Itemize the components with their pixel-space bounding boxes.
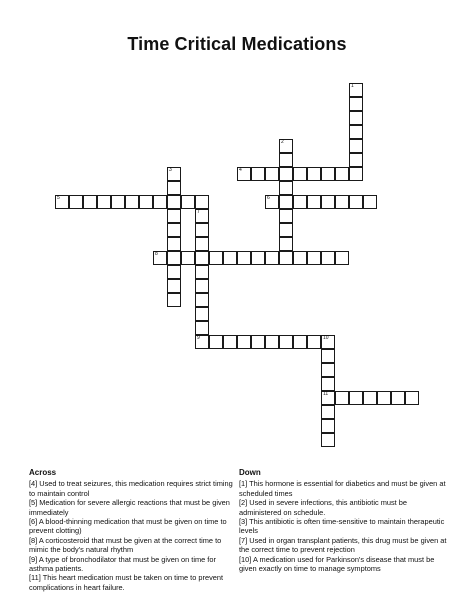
grid-cell[interactable] bbox=[237, 335, 251, 349]
grid-cell[interactable] bbox=[251, 335, 265, 349]
clue-number: 5 bbox=[57, 195, 60, 201]
grid-cell[interactable] bbox=[153, 251, 167, 265]
grid-cell[interactable] bbox=[377, 391, 391, 405]
clue-number: 10 bbox=[323, 335, 329, 341]
clue-number: 7 bbox=[197, 209, 200, 215]
grid-cell[interactable] bbox=[307, 251, 321, 265]
clue-across-11: [11] This heart medication must be taken on time to prevent complications in heart failure. bbox=[29, 573, 224, 592]
grid-cell[interactable] bbox=[195, 251, 209, 265]
clue-number: 6 bbox=[267, 195, 270, 201]
grid-cell[interactable] bbox=[321, 363, 335, 377]
grid-cell[interactable] bbox=[321, 167, 335, 181]
clue-down-2: [2] Used in severe infections, this antibiotic must be administered on schedule. bbox=[239, 498, 408, 517]
grid-cell[interactable] bbox=[321, 419, 335, 433]
grid-cell[interactable] bbox=[279, 195, 293, 209]
grid-cell[interactable] bbox=[111, 195, 125, 209]
grid-cell[interactable] bbox=[167, 181, 181, 195]
grid-cell[interactable] bbox=[167, 265, 181, 279]
grid-cell[interactable] bbox=[279, 139, 293, 153]
grid-cell[interactable] bbox=[363, 195, 377, 209]
grid-cell[interactable] bbox=[349, 125, 363, 139]
grid-cell[interactable] bbox=[335, 195, 349, 209]
down-clues bbox=[239, 468, 449, 573]
grid-cell[interactable] bbox=[279, 237, 293, 251]
grid-cell[interactable] bbox=[83, 195, 97, 209]
clue-across-4: [4] Used to treat seizures, this medication requires strict timing to maintain control bbox=[29, 479, 233, 498]
grid-cell[interactable] bbox=[293, 335, 307, 349]
grid-cell[interactable] bbox=[321, 335, 335, 349]
grid-cell[interactable] bbox=[237, 167, 251, 181]
grid-cell[interactable] bbox=[181, 195, 195, 209]
grid-cell[interactable] bbox=[363, 391, 377, 405]
grid-cell[interactable] bbox=[405, 391, 419, 405]
clue-number: 9 bbox=[197, 335, 200, 341]
grid-cell[interactable] bbox=[195, 293, 209, 307]
grid-cell[interactable] bbox=[293, 251, 307, 265]
grid-cell[interactable] bbox=[321, 405, 335, 419]
grid-cell[interactable] bbox=[307, 335, 321, 349]
grid-cell[interactable] bbox=[265, 195, 279, 209]
grid-cell[interactable] bbox=[195, 223, 209, 237]
grid-cell[interactable] bbox=[167, 293, 181, 307]
clue-number: 3 bbox=[169, 167, 172, 173]
grid-cell[interactable] bbox=[195, 335, 209, 349]
grid-cell[interactable] bbox=[335, 391, 349, 405]
grid-cell[interactable] bbox=[181, 251, 195, 265]
clue-number: 8 bbox=[155, 251, 158, 257]
grid-cell[interactable] bbox=[349, 139, 363, 153]
grid-cell[interactable] bbox=[307, 167, 321, 181]
grid-cell[interactable] bbox=[279, 153, 293, 167]
grid-cell[interactable] bbox=[167, 195, 181, 209]
clue-down-10: [10] A medication used for Parkinson's disease that must be given exactly on time to manage symptoms bbox=[239, 554, 435, 574]
grid-cell[interactable] bbox=[391, 391, 405, 405]
down-heading: Down bbox=[239, 468, 261, 477]
grid-cell[interactable] bbox=[265, 251, 279, 265]
grid-cell[interactable] bbox=[237, 251, 251, 265]
clue-number: 2 bbox=[281, 139, 284, 145]
grid-cell[interactable] bbox=[251, 167, 265, 181]
clue-across-8: [8] A corticosteroid that must be given at the correct time to mimic the body's natural rhythm bbox=[29, 535, 222, 555]
grid-cell[interactable] bbox=[55, 195, 69, 209]
grid-cell[interactable] bbox=[349, 153, 363, 167]
grid-cell[interactable] bbox=[335, 167, 349, 181]
grid-cell[interactable] bbox=[293, 167, 307, 181]
clue-down-1: [1] This hormone is essential for diabetics and must be given at scheduled times bbox=[239, 479, 446, 498]
clue-number: 1 bbox=[351, 83, 354, 89]
grid-cell[interactable] bbox=[223, 251, 237, 265]
grid-cell[interactable] bbox=[223, 335, 237, 349]
grid-cell[interactable] bbox=[321, 433, 335, 447]
page-title: Time Critical Medications bbox=[127, 34, 347, 54]
grid-cell[interactable] bbox=[195, 237, 209, 251]
grid-cell[interactable] bbox=[251, 251, 265, 265]
grid-cell[interactable] bbox=[265, 335, 279, 349]
grid-cell[interactable] bbox=[167, 167, 181, 181]
grid-cell[interactable] bbox=[167, 237, 181, 251]
clue-across-5: [5] Medication for severe allergic reactions that must be given immediately bbox=[29, 498, 230, 517]
across-heading: Across bbox=[29, 468, 57, 477]
grid-cell[interactable] bbox=[279, 181, 293, 195]
grid-cell[interactable] bbox=[307, 195, 321, 209]
grid-cell[interactable] bbox=[195, 321, 209, 335]
grid-cell[interactable] bbox=[195, 307, 209, 321]
grid-cell[interactable] bbox=[349, 167, 363, 181]
grid-cell[interactable] bbox=[195, 195, 209, 209]
clue-across-6: [6] A blood-thinning medication that must be given on time to prevent clotting) bbox=[29, 517, 227, 536]
grid-cell[interactable] bbox=[279, 251, 293, 265]
grid-cell[interactable] bbox=[349, 111, 363, 125]
grid-cell[interactable] bbox=[279, 335, 293, 349]
grid-cell[interactable] bbox=[349, 97, 363, 111]
grid-cell[interactable] bbox=[167, 279, 181, 293]
grid-cell[interactable] bbox=[167, 251, 181, 265]
clue-number: 4 bbox=[239, 167, 242, 173]
grid-cell[interactable] bbox=[279, 223, 293, 237]
clue-down-7: [7] Used in organ transplant patients, this drug must be given at the correct time to prevent rejection bbox=[239, 535, 447, 555]
clue-across-9: [9] A type of bronchodilator that must be given on time for asthma patients. bbox=[29, 554, 216, 574]
grid-cell[interactable] bbox=[209, 251, 223, 265]
grid-cell[interactable] bbox=[139, 195, 153, 209]
clue-number: 11 bbox=[323, 391, 329, 397]
grid-cell[interactable] bbox=[321, 391, 335, 405]
grid-cell[interactable] bbox=[349, 391, 363, 405]
grid-cell[interactable] bbox=[167, 209, 181, 223]
grid-cell[interactable] bbox=[125, 195, 139, 209]
across-clues bbox=[29, 468, 234, 592]
grid-cell[interactable] bbox=[209, 335, 223, 349]
grid-cell[interactable] bbox=[279, 209, 293, 223]
grid-cell[interactable] bbox=[97, 195, 111, 209]
grid-cell[interactable] bbox=[153, 195, 167, 209]
grid-cell[interactable] bbox=[195, 279, 209, 293]
grid-cell[interactable] bbox=[167, 223, 181, 237]
grid-cell[interactable] bbox=[321, 251, 335, 265]
grid-cell[interactable] bbox=[321, 349, 335, 363]
grid-cell[interactable] bbox=[321, 377, 335, 391]
clue-down-3: [3] This antibiotic is often time-sensitive to maintain therapeutic levels bbox=[239, 517, 445, 536]
grid-cell[interactable] bbox=[349, 83, 363, 97]
grid-cell[interactable] bbox=[265, 167, 279, 181]
grid-cell[interactable] bbox=[321, 195, 335, 209]
grid-cell[interactable] bbox=[195, 265, 209, 279]
grid-cell[interactable] bbox=[335, 251, 349, 265]
grid-cell[interactable] bbox=[349, 195, 363, 209]
grid-cell[interactable] bbox=[195, 209, 209, 223]
grid-cell[interactable] bbox=[293, 195, 307, 209]
grid-cell[interactable] bbox=[279, 167, 293, 181]
grid-cell[interactable] bbox=[69, 195, 83, 209]
